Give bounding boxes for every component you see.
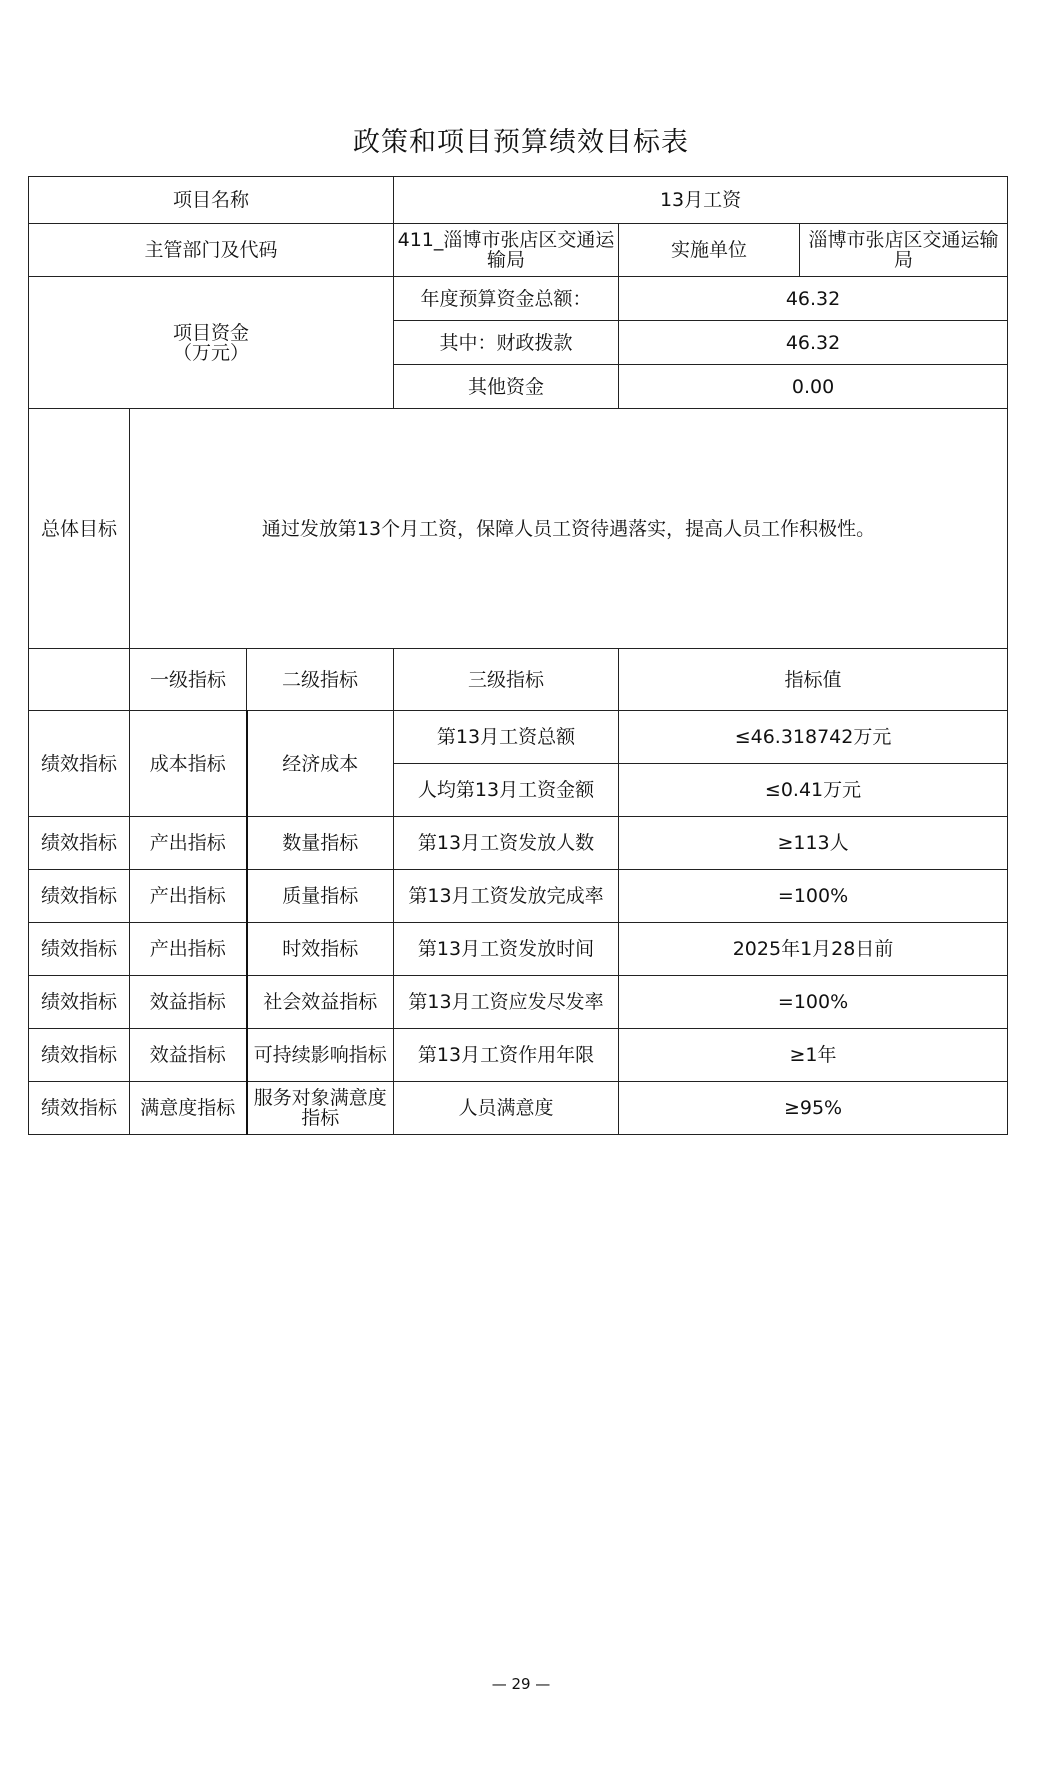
project-name-row (29, 177, 1008, 224)
cost-level2: 经济成本 (247, 711, 394, 817)
cost-value: ≤46.318742万元 (619, 711, 1008, 764)
indicator-header-empty (29, 649, 130, 711)
level3-header: 三级指标 (394, 649, 619, 711)
other-funds-label: 其他资金 (394, 365, 619, 409)
page-number: — 29 — (491, 1675, 551, 1693)
indicator-level3: 第13月工资发放时间 (394, 923, 619, 976)
indicator-level1: 产出指标 (130, 870, 247, 923)
indicator-category: 绩效指标 (29, 1082, 130, 1135)
cost-level3: 人均第13月工资金额 (394, 764, 619, 817)
indicator-category: 绩效指标 (29, 976, 130, 1029)
indicator-value-header: 指标值 (619, 649, 1008, 711)
indicator-level3: 第13月工资作用年限 (394, 1029, 619, 1082)
indicator-row (29, 1082, 1008, 1135)
indicator-level3: 人员满意度 (394, 1082, 619, 1135)
indicator-level2: 质量指标 (247, 870, 394, 923)
annual-budget-value: 46.32 (619, 277, 1008, 321)
indicator-level1: 产出指标 (130, 923, 247, 976)
project-name-value: 13月工资 (394, 177, 1008, 224)
indicator-level3: 第13月工资发放人数 (394, 817, 619, 870)
indicator-value: 2025年1月28日前 (619, 923, 1008, 976)
indicator-value: ≥113人 (619, 817, 1008, 870)
indicator-category: 绩效指标 (29, 923, 130, 976)
performance-target-table (28, 176, 1008, 1135)
indicator-row (29, 923, 1008, 976)
indicator-row (29, 976, 1008, 1029)
level1-header: 一级指标 (130, 649, 247, 711)
overall-goal-text: 通过发放第13个月工资，保障人员工资待遇落实，提高人员工作积极性。 (130, 409, 1008, 649)
indicator-header-row (29, 649, 1008, 711)
implementing-unit-value: 淄博市张店区交通运输局 (800, 224, 1008, 277)
overall-goal-row (29, 409, 1008, 649)
indicator-value: ≥95% (619, 1082, 1008, 1135)
cost-category: 绩效指标 (29, 711, 130, 817)
indicator-level2: 时效指标 (247, 923, 394, 976)
other-funds-value: 0.00 (619, 365, 1008, 409)
cost-value: ≤0.41万元 (619, 764, 1008, 817)
implementing-unit-label: 实施单位 (619, 224, 800, 277)
indicator-category: 绩效指标 (29, 1029, 130, 1082)
indicator-level2: 可持续影响指标 (247, 1029, 394, 1082)
level2-header: 二级指标 (247, 649, 394, 711)
project-funds-label (29, 277, 394, 409)
indicator-level1: 满意度指标 (130, 1082, 247, 1135)
fiscal-allocation-value: 46.32 (619, 321, 1008, 365)
indicator-level1: 效益指标 (130, 976, 247, 1029)
fiscal-allocation-label: 其中：财政拨款 (394, 321, 619, 365)
indicator-level2: 数量指标 (247, 817, 394, 870)
indicator-level3: 第13月工资发放完成率 (394, 870, 619, 923)
indicator-level1: 效益指标 (130, 1029, 247, 1082)
indicator-category: 绩效指标 (29, 817, 130, 870)
funds-label-text: 项目资金 (173, 321, 250, 344)
annual-budget-row (29, 277, 1008, 321)
indicator-level3: 第13月工资应发尽发率 (394, 976, 619, 1029)
project-name-label: 项目名称 (29, 177, 394, 224)
indicator-value: ≥1年 (619, 1029, 1008, 1082)
indicator-level2: 服务对象满意度指标 (247, 1082, 394, 1135)
indicator-value: =100% (619, 976, 1008, 1029)
department-row (29, 224, 1008, 277)
department-value: 411_淄博市张店区交通运输局 (394, 224, 619, 277)
indicator-row (29, 817, 1008, 870)
funds-unit-text: （万元） (173, 341, 250, 364)
page-title: 政策和项目预算绩效目标表 (353, 127, 689, 158)
indicator-level2: 社会效益指标 (247, 976, 394, 1029)
indicator-row (29, 1029, 1008, 1082)
cost-level3: 第13月工资总额 (394, 711, 619, 764)
overall-goal-label: 总体目标 (29, 409, 130, 649)
cost-level1: 成本指标 (130, 711, 247, 817)
cost-indicator-row (29, 711, 1008, 764)
indicator-value: =100% (619, 870, 1008, 923)
department-label: 主管部门及代码 (29, 224, 394, 277)
indicator-category: 绩效指标 (29, 870, 130, 923)
indicator-level1: 产出指标 (130, 817, 247, 870)
annual-budget-label: 年度预算资金总额： (394, 277, 619, 321)
indicator-row (29, 870, 1008, 923)
